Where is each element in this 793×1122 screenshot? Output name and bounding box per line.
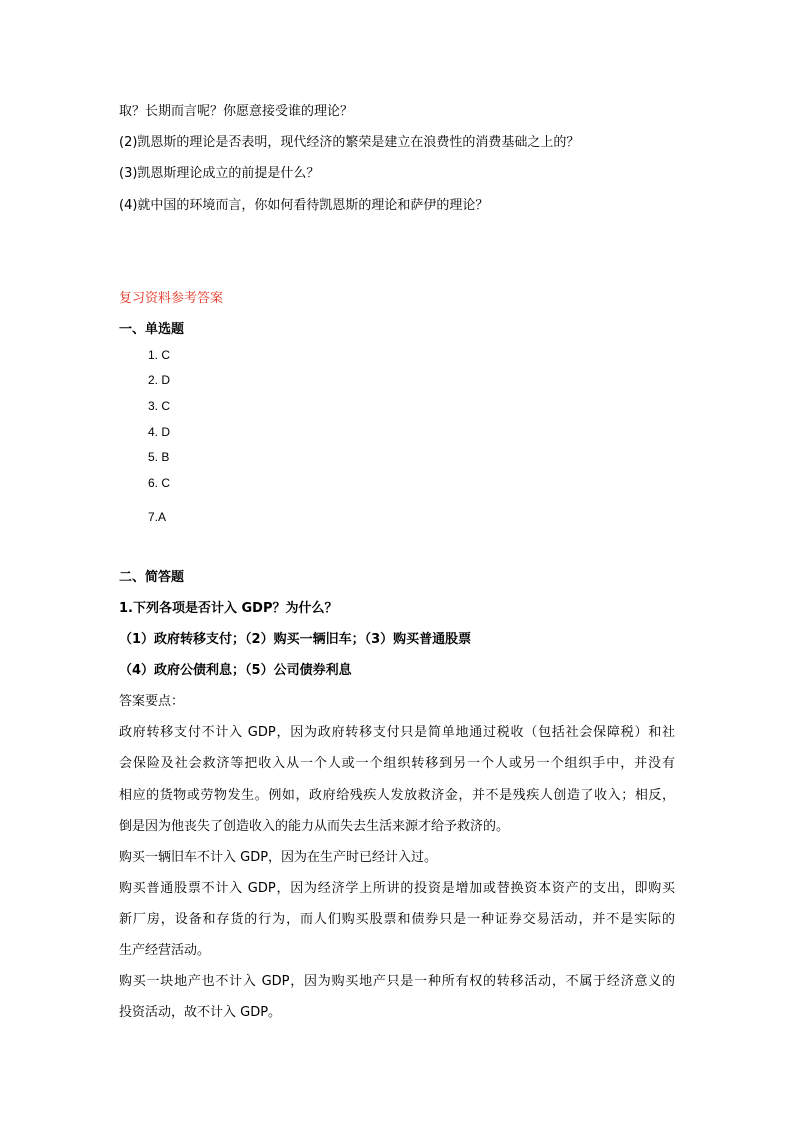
answer-body-line: 投资活动，故不计入 GDP。 — [119, 1005, 282, 1020]
section1-heading: 一、单选题 — [119, 322, 185, 337]
answer-item-5: 5. B — [148, 450, 170, 464]
answer-item-1: 1. C — [148, 348, 171, 362]
answer-item-4: 4. D — [148, 425, 171, 439]
question1-parts-line2: （4）政府公债利息；（5）公司债券利息 — [119, 663, 352, 678]
section2-heading: 二、简答题 — [119, 570, 185, 585]
question-line-1: 取？长期而言呢？你愿意接受谁的理论？ — [119, 104, 354, 119]
answer-body-line: 倒是因为他丧失了创造收入的能力从而失去生活来源才给予救济的。 — [119, 819, 510, 834]
answer-item-6: 6. C — [148, 476, 171, 490]
answer-item-7: 7.A — [148, 510, 167, 524]
question1-title: 1.下列各项是否计入 GDP？为什么？ — [119, 601, 338, 616]
answer-item-3: 3. C — [148, 399, 171, 413]
answer-body-line: 购买普通股票不计入 GDP，因为经济学上所讲的投资是增加或替换资本资产的支出，即购买 — [119, 881, 675, 896]
answer-body-line: 购买一块地产也不计入 GDP，因为购买地产只是一种所有权的转移活动，不属于经济意义的 — [119, 974, 675, 989]
answer-body-line: 政府转移支付不计入 GDP，因为政府转移支付只是简单地通过税收（包括社会保障税）和社 — [119, 725, 675, 740]
answer-item-2: 2. D — [148, 373, 171, 387]
answer-body-line: 新厂房，设备和存货的行为，而人们购买股票和债券只是一种证券交易活动，并不是实际的 — [119, 912, 675, 927]
answer-label: 答案要点： — [119, 694, 185, 709]
answer-body-line: 相应的货物或劳物发生。例如，政府给残疾人发放救济金，并不是残疾人创造了收入；相反， — [119, 788, 675, 803]
answer-body-line: 会保险及社会救济等把收入从一个人或一个组织转移到另一个人或另一个组织手中，并没有 — [119, 756, 675, 771]
question-line-3: (3)凯恩斯理论成立的前提是什么？ — [119, 166, 320, 181]
question-line-4: (4)就中国的环境而言，你如何看待凯恩斯的理论和萨伊的理论？ — [119, 198, 489, 213]
question1-parts-line1: （1）政府转移支付；（2）购买一辆旧车；（3）购买普通股票 — [119, 632, 472, 647]
answer-body-line: 购买一辆旧车不计入 GDP，因为在生产时已经计入过。 — [119, 850, 438, 865]
answer-body-line: 生产经营活动。 — [119, 943, 211, 958]
answers-title: 复习资料参考答案 — [119, 291, 224, 306]
question-line-2: (2)凯恩斯的理论是否表明，现代经济的繁荣是建立在浪费性的消费基础之上的？ — [119, 135, 580, 150]
